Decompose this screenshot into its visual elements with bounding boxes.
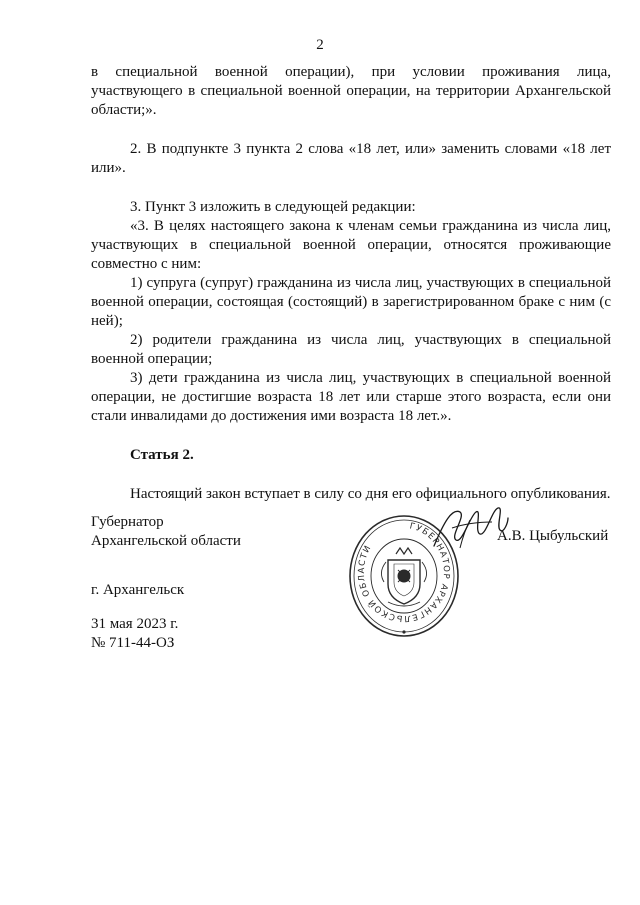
article-heading: Статья 2. <box>130 447 194 463</box>
signatory-title <box>91 513 241 551</box>
paragraph-item-1: 1) супруга (супруг) гражданина из числа лиц, участвующих в специальной военной операции, состоящая (состоящий) в зарегистрированном браке с ним (с ней); <box>91 275 611 329</box>
paragraph-continuation: в специальной военной операции), при условии проживания лица, участвующего в специальной военной операции, на территории Архангельской области;». <box>91 64 611 118</box>
handwritten-signature-icon <box>430 502 510 554</box>
paragraph-item-3: 3) дети гражданина из числа лиц, участвующих в специальной военной операции, не достигшие возраста 18 лет или старше этого возраста, если они стали инвалидами до достижения ими возраста 18 лет.». <box>91 370 611 424</box>
date-number-block <box>91 615 178 653</box>
body-text <box>91 63 611 504</box>
title-line-2: Архангельской области <box>91 533 241 549</box>
title-line-1: Губернатор <box>91 514 164 530</box>
coat-of-arms-icon <box>381 548 426 606</box>
seal-ring-text: ГУБЕРНАТОР АРХАНГЕЛЬСКОЙ ОБЛАСТИ <box>356 521 452 624</box>
signatory-name: А.В. Цыбульский <box>497 528 609 544</box>
paragraph-item-2: 2) родители гражданина из числа лиц, участвующих в специальной военной операции; <box>91 332 611 367</box>
document-date: 31 мая 2023 г. <box>91 616 179 632</box>
article-text: Настоящий закон вступает в силу со дня его официального опубликования. <box>130 486 611 502</box>
paragraph-amendment-3: 3. Пункт 3 изложить в следующей редакции: <box>130 199 416 215</box>
paragraph-new-clause-3: «3. В целях настоящего закона к членам семьи гражданина из числа лиц, участвующих в специальной военной операции, относятся проживающие совместно с ним: <box>91 218 611 272</box>
city: г. Архангельск <box>91 582 185 598</box>
page-number: 2 <box>316 37 324 53</box>
paragraph-amendment-2: 2. В подпункте 3 пункта 2 слова «18 лет, или» заменить словами «18 лет или». <box>91 141 611 176</box>
document-number: № 711-44-ОЗ <box>91 635 175 651</box>
